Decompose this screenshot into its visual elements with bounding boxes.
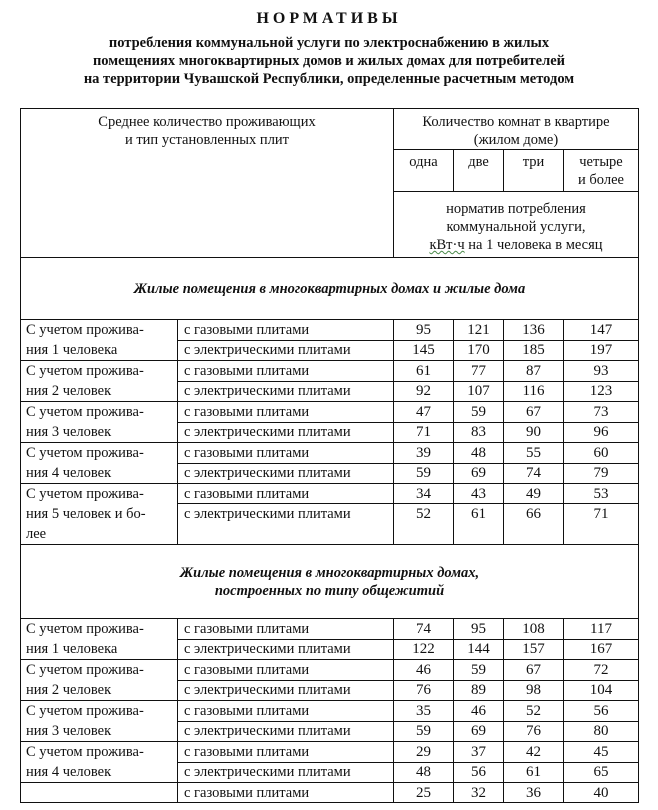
rooms-col-3: три xyxy=(504,150,564,192)
value-cell: 34 xyxy=(394,484,454,504)
value-cell: 52 xyxy=(394,504,454,545)
value-cell: 46 xyxy=(394,660,454,681)
group-label: С учетом прожива- ния 3 человек xyxy=(21,701,178,742)
group-label: С учетом прожива- ния 4 человек xyxy=(21,443,178,484)
subtitle-line-2: помещениях многоквартирных домов и жилых домах для потребителей xyxy=(92,53,566,69)
value-cell: 36 xyxy=(504,783,564,803)
value-cell: 89 xyxy=(454,680,504,701)
group-label: С учетом прожива- ния 1 человека xyxy=(21,619,178,660)
electric-stove-label: с электрическими плитами xyxy=(178,721,394,742)
value-cell: 56 xyxy=(564,701,639,722)
norms-table xyxy=(20,108,639,803)
value-cell: 65 xyxy=(564,762,639,783)
value-cell: 45 xyxy=(564,742,639,763)
value-cell: 69 xyxy=(454,721,504,742)
value-cell: 42 xyxy=(504,742,564,763)
value-cell: 48 xyxy=(454,443,504,464)
value-cell: 69 xyxy=(454,463,504,484)
value-cell: 185 xyxy=(504,340,564,361)
value-cell: 80 xyxy=(564,721,639,742)
value-cell: 136 xyxy=(504,320,564,341)
section-1-title: Жилые помещения в многоквартирных домах и жилые дома xyxy=(21,258,639,320)
value-cell: 77 xyxy=(454,361,504,382)
value-cell: 32 xyxy=(454,783,504,803)
gas-stove-label: с газовыми плитами xyxy=(178,742,394,763)
value-cell: 95 xyxy=(454,619,504,640)
group-label: С учетом прожива- ния 5 человек и бо- лее xyxy=(21,484,178,545)
value-cell: 108 xyxy=(504,619,564,640)
electric-stove-label: с электрическими плитами xyxy=(178,381,394,402)
value-cell: 104 xyxy=(564,680,639,701)
value-cell: 43 xyxy=(454,484,504,504)
gas-stove-label: с газовыми плитами xyxy=(178,361,394,382)
gas-stove-label: с газовыми плитами xyxy=(178,484,394,504)
value-cell: 55 xyxy=(504,443,564,464)
value-cell: 76 xyxy=(504,721,564,742)
gas-stove-label: с газовыми плитами xyxy=(178,619,394,640)
value-cell: 60 xyxy=(564,443,639,464)
value-cell: 95 xyxy=(394,320,454,341)
value-cell: 73 xyxy=(564,402,639,423)
value-cell: 76 xyxy=(394,680,454,701)
gas-stove-label: с газовыми плитами xyxy=(178,320,394,341)
value-cell: 71 xyxy=(394,422,454,443)
value-cell: 90 xyxy=(504,422,564,443)
electric-stove-label: с электрическими плитами xyxy=(178,639,394,660)
value-cell: 52 xyxy=(504,701,564,722)
value-cell: 170 xyxy=(454,340,504,361)
unit-abbr: кВт·ч xyxy=(429,237,465,253)
value-cell: 83 xyxy=(454,422,504,443)
value-cell: 48 xyxy=(394,762,454,783)
value-cell: 61 xyxy=(394,361,454,382)
value-cell: 122 xyxy=(394,639,454,660)
group-label: С учетом прожива- ния 1 человека xyxy=(21,320,178,361)
group-label: С учетом прожива- ния 3 человек xyxy=(21,402,178,443)
subtitle-line-1: потребления коммунальной услуги по электроснабжению в жилых xyxy=(108,35,550,51)
group-label: С учетом прожива- ния 2 человек xyxy=(21,660,178,701)
value-cell: 66 xyxy=(504,504,564,545)
value-cell: 37 xyxy=(454,742,504,763)
gas-stove-label: с газовыми плитами xyxy=(178,783,394,803)
gas-stove-label: с газовыми плитами xyxy=(178,701,394,722)
value-cell: 47 xyxy=(394,402,454,423)
value-cell: 74 xyxy=(504,463,564,484)
gas-stove-label: с газовыми плитами xyxy=(178,660,394,681)
residents-header: Среднее количество проживающих и тип установленных плит xyxy=(21,109,394,258)
value-cell: 96 xyxy=(564,422,639,443)
electric-stove-label: с электрическими плитами xyxy=(178,762,394,783)
gas-stove-label: с газовыми плитами xyxy=(178,443,394,464)
value-cell: 79 xyxy=(564,463,639,484)
value-cell: 39 xyxy=(394,443,454,464)
subtitle-line-3: на территории Чувашской Республики, определенные расчетным методом xyxy=(83,71,575,87)
value-cell: 46 xyxy=(454,701,504,722)
value-cell: 121 xyxy=(454,320,504,341)
gas-stove-label: с газовыми плитами xyxy=(178,402,394,423)
value-cell: 53 xyxy=(564,484,639,504)
value-cell: 144 xyxy=(454,639,504,660)
value-cell: 56 xyxy=(454,762,504,783)
value-cell: 25 xyxy=(394,783,454,803)
value-cell: 49 xyxy=(504,484,564,504)
value-cell: 74 xyxy=(394,619,454,640)
unit-header: норматив потребления коммунальной услуги, кВт·ч на 1 человека в месяц xyxy=(394,192,639,258)
group-label: С учетом прожива- ния 2 человек xyxy=(21,361,178,402)
value-cell: 197 xyxy=(564,340,639,361)
rooms-col-4: четыре и более xyxy=(564,150,639,192)
value-cell: 167 xyxy=(564,639,639,660)
group-label: С учетом прожива- ния 4 человек xyxy=(21,742,178,783)
value-cell: 92 xyxy=(394,381,454,402)
value-cell: 107 xyxy=(454,381,504,402)
value-cell: 145 xyxy=(394,340,454,361)
document-title: НОРМАТИВЫ xyxy=(256,10,402,27)
value-cell: 72 xyxy=(564,660,639,681)
value-cell: 87 xyxy=(504,361,564,382)
value-cell: 40 xyxy=(564,783,639,803)
value-cell: 29 xyxy=(394,742,454,763)
value-cell: 147 xyxy=(564,320,639,341)
value-cell: 157 xyxy=(504,639,564,660)
electric-stove-label: с электрическими плитами xyxy=(178,340,394,361)
section-2-title: Жилые помещения в многоквартирных домах, построенных по типу общежитий xyxy=(21,545,639,619)
rooms-header: Количество комнат в квартире (жилом доме) xyxy=(394,109,639,150)
value-cell: 123 xyxy=(564,381,639,402)
value-cell: 116 xyxy=(504,381,564,402)
electric-stove-label: с электрическими плитами xyxy=(178,504,394,545)
group-label xyxy=(21,783,178,803)
value-cell: 59 xyxy=(394,721,454,742)
electric-stove-label: с электрическими плитами xyxy=(178,422,394,443)
value-cell: 59 xyxy=(454,660,504,681)
electric-stove-label: с электрическими плитами xyxy=(178,463,394,484)
value-cell: 67 xyxy=(504,660,564,681)
value-cell: 61 xyxy=(454,504,504,545)
value-cell: 98 xyxy=(504,680,564,701)
value-cell: 59 xyxy=(454,402,504,423)
rooms-col-2: две xyxy=(454,150,504,192)
value-cell: 35 xyxy=(394,701,454,722)
rooms-col-1: одна xyxy=(394,150,454,192)
value-cell: 117 xyxy=(564,619,639,640)
value-cell: 61 xyxy=(504,762,564,783)
electric-stove-label: с электрическими плитами xyxy=(178,680,394,701)
value-cell: 67 xyxy=(504,402,564,423)
value-cell: 93 xyxy=(564,361,639,382)
value-cell: 71 xyxy=(564,504,639,545)
value-cell: 59 xyxy=(394,463,454,484)
